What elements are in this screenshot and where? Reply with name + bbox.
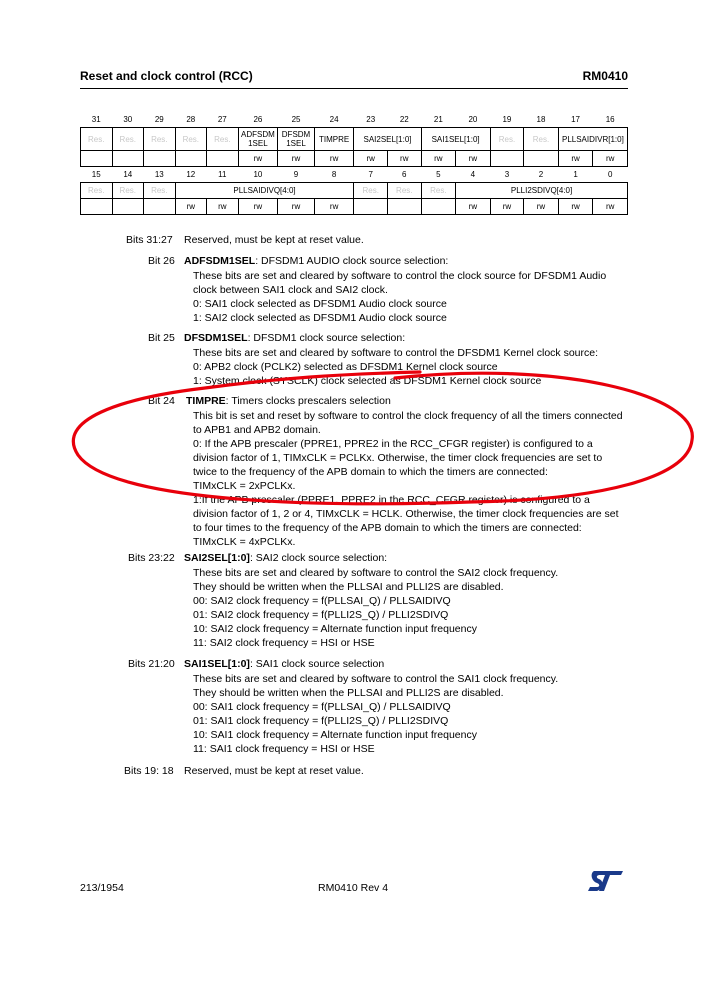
body-line: 1:If the APB prescaler (PPRE1, PPRE2 in the RCC_CFGR register) is configured to a: [193, 494, 590, 506]
access-cell: [388, 199, 422, 215]
bit-label: Bits 23:22: [128, 552, 175, 564]
bit-number: 31: [91, 115, 101, 124]
bit-number: 3: [504, 170, 510, 179]
bit-title: : DFSDM1 clock source selection:: [247, 332, 406, 344]
access-cell: [490, 151, 524, 167]
bit-label: Bit 26: [148, 255, 175, 267]
bit-number: 7: [368, 170, 373, 179]
bit-label: Bits 21:20: [128, 658, 175, 670]
bit-field-name: SAI2SEL[1:0]: [184, 552, 250, 564]
bit-number: 13: [154, 170, 164, 179]
bit-title: : DFSDM1 AUDIO clock source selection:: [255, 255, 449, 267]
access-cell: rw: [278, 199, 315, 215]
bit-number: 4: [470, 170, 476, 179]
bit-title: : Timers clocks prescalers selection: [225, 395, 391, 407]
register-map-table: [80, 112, 628, 215]
bit-number: 14: [123, 170, 133, 179]
access-cell: rw: [314, 199, 354, 215]
bit-number: 18: [536, 115, 546, 124]
access-cell: [144, 151, 176, 167]
field-reserved: Res.: [112, 183, 144, 199]
field-reserved: Res.: [112, 128, 144, 151]
body-line: 0: SAI1 clock selected as DFSDM1 Audio clock source: [193, 298, 447, 310]
field-sai2sel: SAI2SEL[1:0]: [354, 128, 421, 151]
body-line: 00: SAI1 clock frequency = f(PLLSAI_Q) / PLLSAIDIVQ: [193, 701, 451, 713]
access-cell: rw: [421, 151, 456, 167]
access-cell: rw: [175, 199, 207, 215]
header-divider: [80, 88, 628, 89]
high-bit-numbers-row: [81, 112, 628, 128]
bit-number: 9: [293, 170, 299, 179]
access-cell: rw: [388, 151, 422, 167]
section-title: Reset and clock control (RCC): [80, 69, 253, 83]
field-adfsdm1sel: ADFSDM 1SEL: [238, 128, 278, 151]
field-reserved: Res.: [388, 183, 422, 199]
high-fields-row: [81, 128, 628, 151]
st-logo-icon: [588, 870, 624, 892]
access-cell: rw: [354, 151, 388, 167]
access-cell: rw: [593, 151, 628, 167]
body-line: 01: SAI2 clock frequency = f(PLLI2S_Q) / PLLI2SDIVQ: [193, 609, 449, 621]
bit-title: : SAI2 clock source selection:: [249, 552, 388, 564]
access-cell: [175, 151, 207, 167]
access-cell: [524, 151, 559, 167]
bit-number: 1: [573, 170, 578, 179]
low-bit-numbers-row: [81, 167, 628, 183]
bit-number: 23: [366, 115, 376, 124]
body-line: 1: SAI2 clock selected as DFSDM1 Audio clock source: [193, 312, 447, 324]
field-plli2sdivq: PLLI2SDIVQ[4:0]: [456, 183, 628, 199]
bit-number: 17: [571, 115, 581, 124]
access-cell: rw: [593, 199, 628, 215]
access-cell: [144, 199, 176, 215]
access-cell: rw: [314, 151, 354, 167]
field-reserved: Res.: [81, 128, 113, 151]
page-number: 213/1954: [80, 882, 124, 894]
access-cell: rw: [278, 151, 315, 167]
body-line: TIMxCLK = 2xPCLKx.: [193, 480, 296, 492]
body-line: 1: System clock (SYSCLK) clock selected as DFSDM1 Kernel clock source: [193, 375, 542, 387]
field-reserved: Res.: [207, 128, 239, 151]
bit-title: : SAI1 clock source selection: [249, 658, 385, 670]
access-cell: rw: [558, 151, 593, 167]
bit-label: Bit 24: [148, 395, 175, 407]
field-reserved: Res.: [490, 128, 524, 151]
field-sai1sel: SAI1SEL[1:0]: [421, 128, 490, 151]
body-line: They should be written when the PLLSAI and PLLI2S are disabled.: [193, 687, 504, 699]
low-fields-row: [81, 183, 628, 199]
body-line: 0: If the APB prescaler (PPRE1, PPRE2 in the RCC_CFGR register) is configured to a: [193, 438, 593, 450]
body-line: 00: SAI2 clock frequency = f(PLLSAI_Q) / PLLSAIDIVQ: [193, 595, 451, 607]
access-cell: [112, 151, 144, 167]
bit-body: [193, 409, 633, 549]
field-reserved: Res.: [144, 183, 176, 199]
document-revision: RM0410 Rev 4: [318, 882, 389, 894]
body-line: division factor of 1, TIMxCLK = PCLKx. Otherwise, the timer clock frequencies are set to: [193, 452, 603, 464]
bit-field-name: ADFSDM1SEL: [184, 255, 256, 267]
bit-number: 30: [123, 115, 133, 124]
access-cell: [421, 199, 456, 215]
access-cell: [112, 199, 144, 215]
bit-number: 19: [502, 115, 512, 124]
bit-number: 6: [402, 170, 407, 179]
field-pllsaidivq: PLLSAIDIVQ[4:0]: [175, 183, 354, 199]
body-line: They should be written when the PLLSAI and PLLI2S are disabled.: [193, 581, 504, 593]
access-cell: rw: [456, 151, 491, 167]
bit-number: 11: [218, 170, 227, 179]
body-line: These bits are set and cleared by software to control the clock source for DFSDM1 Audio: [193, 270, 607, 282]
bit-field-name: TIMPRE: [186, 395, 226, 407]
access-cell: rw: [490, 199, 524, 215]
access-cell: [81, 151, 113, 167]
access-cell: rw: [238, 151, 278, 167]
bit-body: [193, 566, 633, 650]
body-line: division factor of 1, 2 or 4, TIMxCLK = HCLK. Otherwise, the timer clock frequencies are set: [193, 508, 619, 520]
low-access-row: [81, 199, 628, 215]
body-line: clock between SAI1 clock and SAI2 clock.: [193, 284, 388, 296]
body-line: These bits are set and cleared by software to control the SAI1 clock frequency.: [193, 673, 559, 685]
bit-field-name: DFSDM1SEL: [184, 332, 248, 344]
bit-number: 21: [433, 115, 443, 124]
body-line: 10: SAI1 clock frequency = Alternate function input frequency: [193, 729, 477, 741]
access-cell: rw: [558, 199, 593, 215]
field-reserved: Res.: [144, 128, 176, 151]
bit-number: 29: [154, 115, 164, 124]
body-line: TIMxCLK = 4xPCLKx.: [193, 536, 296, 548]
field-pllsaidivr: PLLSAIDIVR[1:0]: [558, 128, 627, 151]
bit-label: Bits 31:27: [126, 234, 173, 246]
bit-number: 20: [468, 115, 478, 124]
bit-number: 10: [253, 170, 263, 179]
high-access-row: [81, 151, 628, 167]
field-reserved: Res.: [421, 183, 456, 199]
body-line: This bit is set and reset by software to control the clock frequency of all the timers connected: [193, 410, 623, 422]
bit-number: 22: [399, 115, 409, 124]
access-cell: [354, 199, 388, 215]
body-line: to four times to the frequency of the APB domain to which the timers are connected:: [193, 522, 582, 534]
body-line: twice to the frequency of the APB domain to which the timers are connected:: [193, 466, 548, 478]
bit-number: 0: [607, 170, 613, 179]
body-line: These bits are set and cleared by software to control the SAI2 clock frequency.: [193, 567, 559, 579]
field-reserved: Res.: [354, 183, 388, 199]
bit-number: 25: [291, 115, 301, 124]
document-id: RM0410: [582, 69, 628, 83]
bit-number: 15: [91, 170, 101, 179]
body-line: 0: APB2 clock (PCLK2) selected as DFSDM1 Kernel clock source: [193, 361, 498, 373]
bit-text: Reserved, must be kept at reset value.: [184, 765, 364, 777]
body-line: to APB1 and APB2 domain.: [193, 424, 321, 436]
access-cell: rw: [456, 199, 491, 215]
field-dfsdm1sel: DFSDM 1SEL: [278, 128, 315, 151]
bit-label: Bits 19: 18: [124, 765, 174, 777]
body-line: 10: SAI2 clock frequency = Alternate function input frequency: [193, 623, 477, 635]
bit-body: [193, 672, 633, 756]
bit-body: [193, 269, 633, 325]
bit-number: 5: [436, 170, 441, 179]
bit-number: 8: [331, 170, 337, 179]
bit-number: 12: [186, 170, 196, 179]
bit-number: 2: [538, 170, 544, 179]
body-line: 11: SAI2 clock frequency = HSI or HSE: [193, 637, 375, 649]
field-timpre: TIMPRE: [314, 128, 354, 151]
bit-number: 27: [217, 115, 227, 124]
access-cell: [81, 199, 113, 215]
bit-number: 26: [253, 115, 263, 124]
field-reserved: Res.: [524, 128, 559, 151]
bit-number: 16: [605, 115, 615, 124]
body-line: These bits are set and cleared by software to control the DFSDM1 Kernel clock source:: [193, 347, 599, 359]
access-cell: rw: [524, 199, 559, 215]
bit-body: [193, 346, 633, 388]
bit-number: 24: [329, 115, 339, 124]
bit-label: Bit 25: [148, 332, 175, 344]
field-reserved: Res.: [175, 128, 207, 151]
bit-number: 28: [186, 115, 196, 124]
body-line: 01: SAI1 clock frequency = f(PLLI2S_Q) / PLLI2SDIVQ: [193, 715, 449, 727]
access-cell: [207, 151, 239, 167]
access-cell: rw: [207, 199, 239, 215]
bit-text: Reserved, must be kept at reset value.: [184, 234, 364, 246]
body-line: 11: SAI1 clock frequency = HSI or HSE: [193, 743, 375, 755]
access-cell: rw: [238, 199, 278, 215]
field-reserved: Res.: [81, 183, 113, 199]
bit-field-name: SAI1SEL[1:0]: [184, 658, 250, 670]
